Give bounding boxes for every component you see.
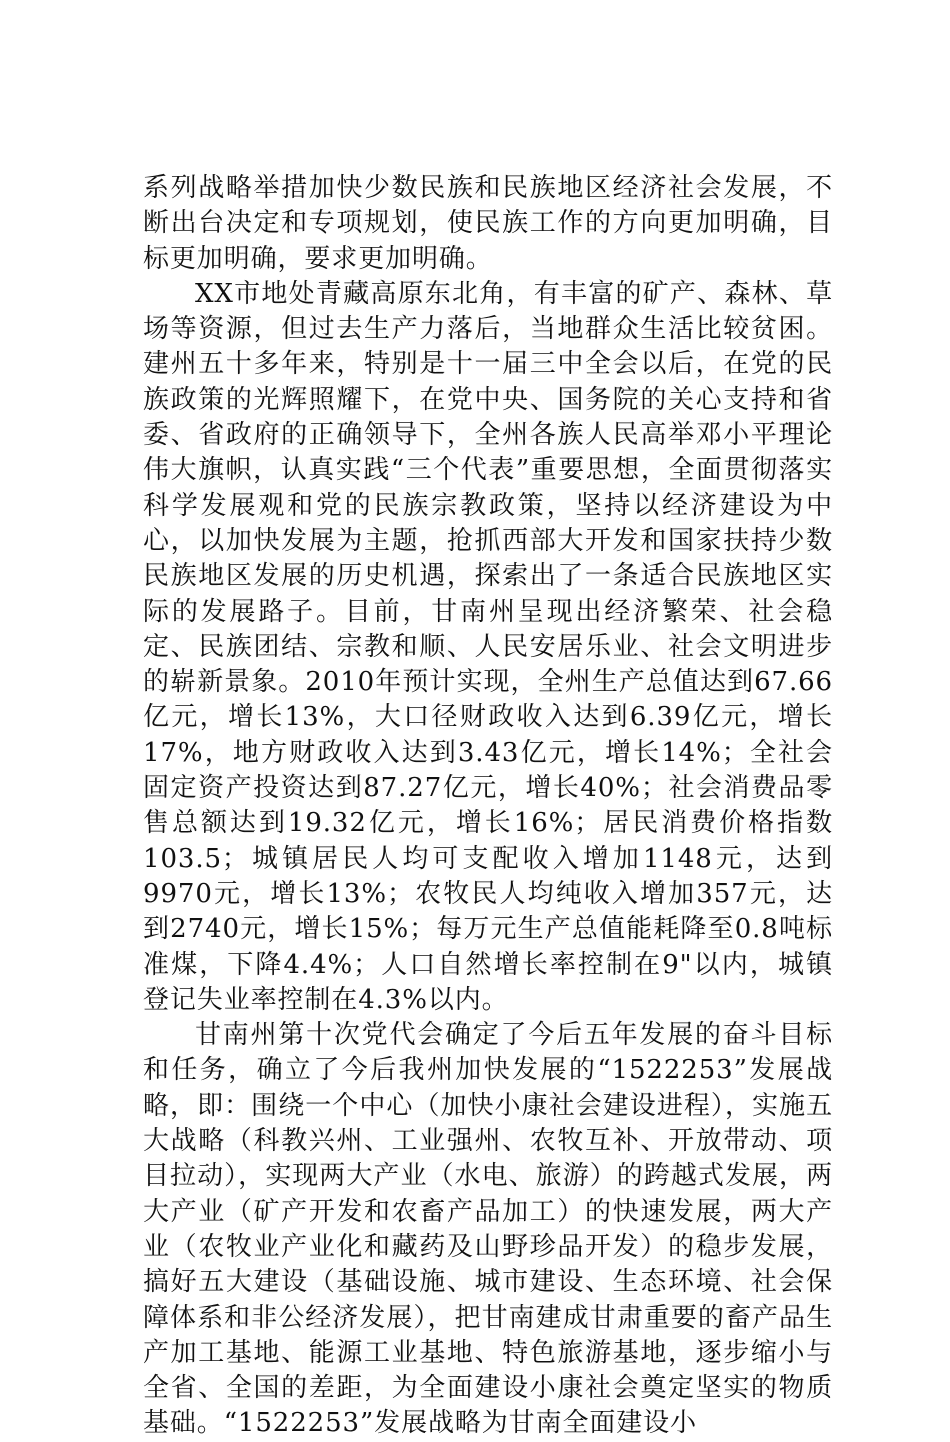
paragraph-development-strategy: 甘南州第十次党代会确定了今后五年发展的奋斗目标和任务，确立了今后我州加快发展的“1522253”发展战略，即：围绕一个中心（加快小康社会建设进程），实施五大战略（科教兴州、工业强州、农牧互补、开放带动、项目拉动），实现两大产业（水电、旅游）的跨越式发展，两大产业（矿产开发和农畜产品加工）的快速发展，两大产业（农牧业产业化和藏药及山野珍品开发）的稳步发展，搞好五大建设（基础设施、城市建设、生态环境、社会保障体系和非公经济发展），把甘南建成甘肃重要的畜产品生产加工基地、能源工业基地、特色旅游基地，逐步缩小与全省、全国的差距，为全面建设小康社会奠定坚实的物质基础。“1522253”发展战略为甘南全面建设小 xyxy=(143,1020,833,1439)
paragraph-continuation: 系列战略举措加快少数民族和民族地区经济社会发展，不断出台决定和专项规划，使民族工作的方向更加明确，目标更加明确，要求更加明确。 xyxy=(143,173,833,274)
paragraph-city-overview: XX市地处青藏高原东北角，有丰富的矿产、森林、草场等资源，但过去生产力落后，当地群众生活比较贫困。建州五十多年来，特别是十一届三中全会以后，在党的民族政策的光辉照耀下，在党中央、国务院的关心支持和省委、省政府的正确领导下，全州各族人民高举邓小平理论伟大旗帜，认真实践“三个代表”重要思想，全面贯彻落实科学发展观和党的民族宗教政策，坚持以经济建设为中心，以加快发展为主题，抢抓西部大开发和国家扶持少数民族地区发展的历史机遇，探索出了一条适合民族地区实际的发展路子。目前，甘南州呈现出经济繁荣、社会稳定、民族团结、宗教和顺、人民安居乐业、社会文明进步的崭新景象。2010年预计实现，全州生产总值达到67.66亿元，增长13%，大口径财政收入达到6.39亿元，增长17%，地方财政收入达到3.43亿元，增长14%；全社会固定资产投资达到87.27亿元，增长40%；社会消费品零售总额达到19.32亿元，增长16%；居民消费价格指数103.5；城镇居民人均可支配收入增加1148元，达到9970元，增长13%；农牧民人均纯收入增加357元，达到2740元，增长15%；每万元生产总值能耗降至0.8吨标准煤，下降4.4%；人口自然增长率控制在9"以内，城镇登记失业率控制在4.3%以内。 xyxy=(143,278,833,1015)
body-text xyxy=(143,171,833,1442)
